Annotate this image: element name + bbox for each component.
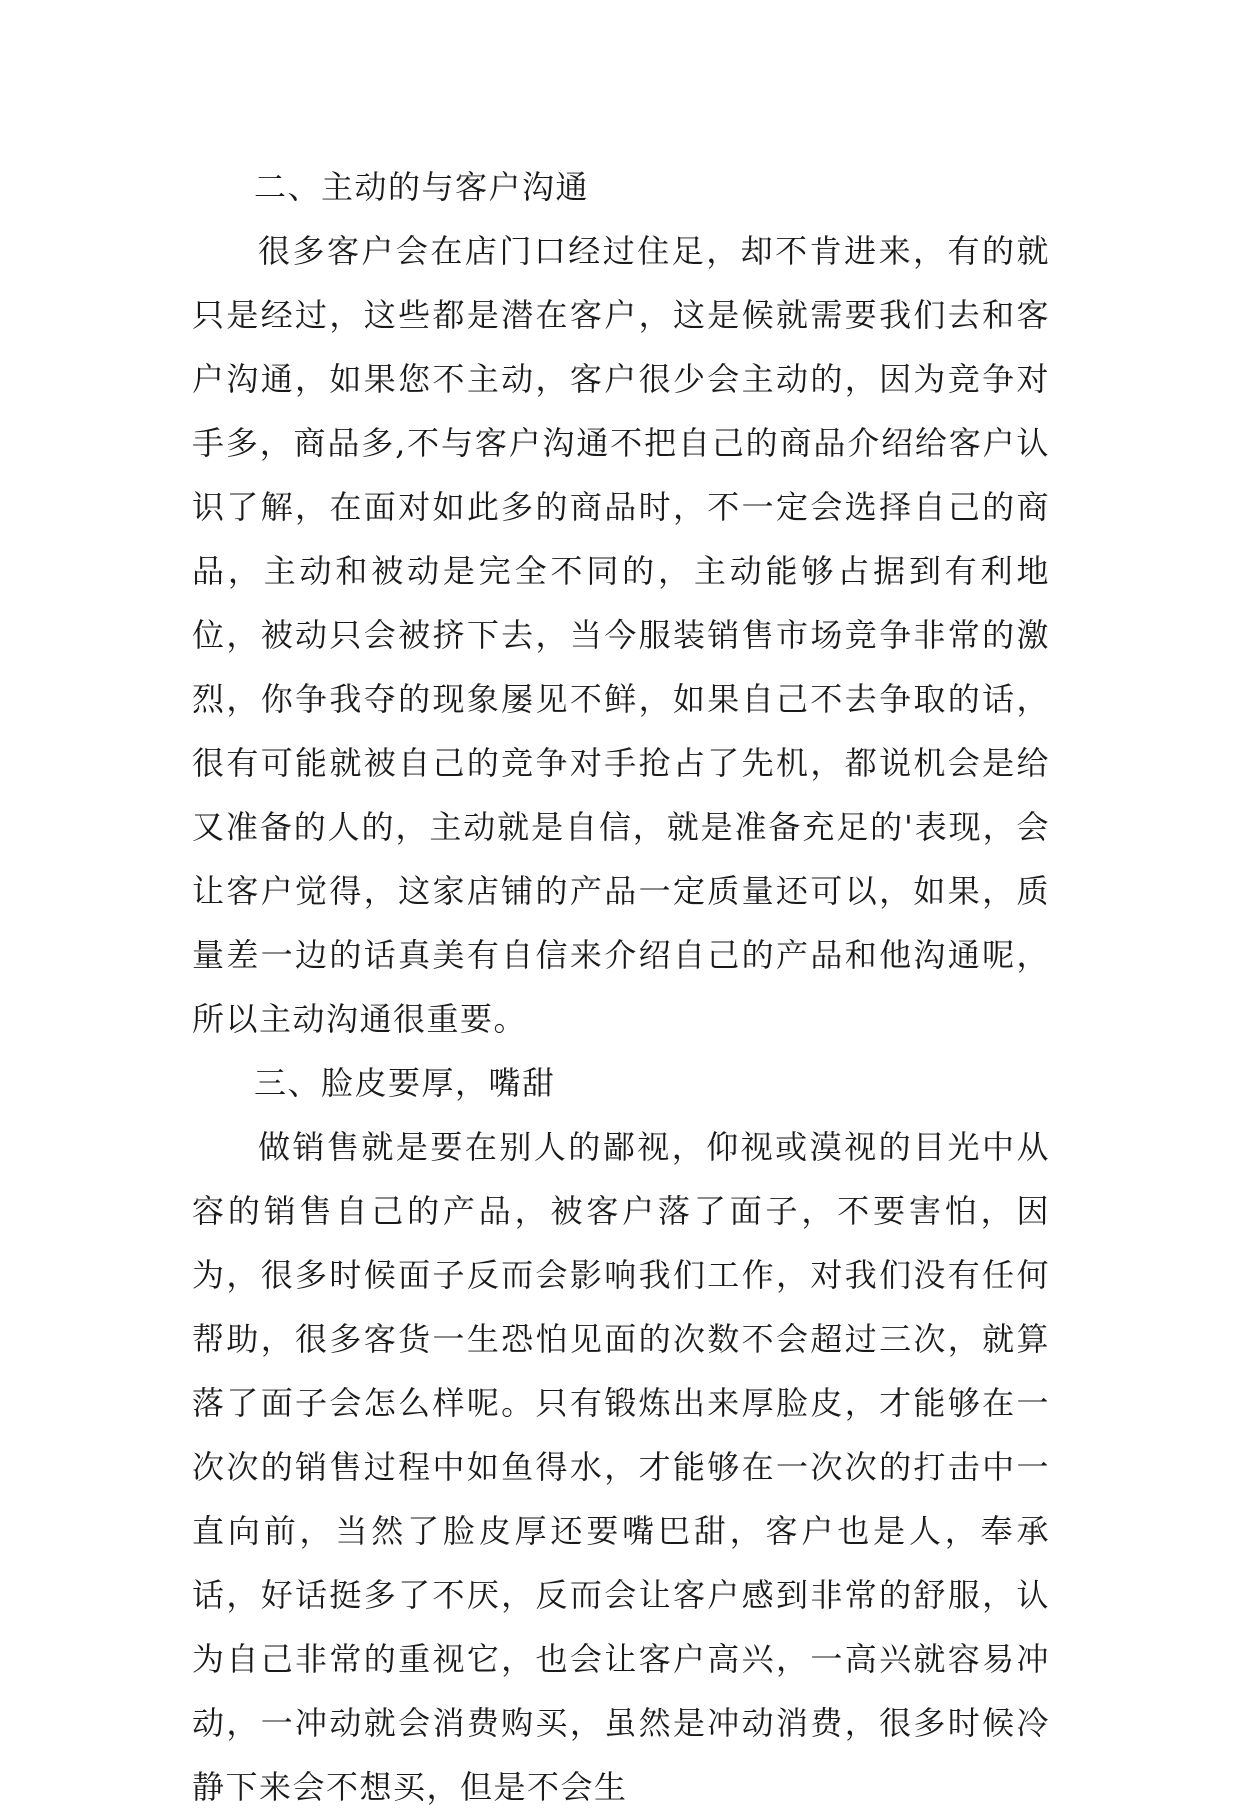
paragraph: 很多客户会在店门口经过住足，却不肯进来，有的就只是经过，这些都是潜在客户，这是候就需要我们去和客户沟通，如果您不主动，客户很少会主动的，因为竞争对手多，商品多,不与客户沟通不把自己的商品介绍给客户认识了解，在面对如此多的商品时，不一定会选择自己的商品，主动和被动是完全不同的，主动能够占据到有利地位，被动只会被挤下去，当今服装销售市场竞争非常的激烈，你争我夺的现象屡见不鲜，如果自己不去争取的话，很有可能就被自己的竞争对手抢占了先机，都说机会是给又准备的人的，主动就是自信，就是准备充足的'表现，会让客户觉得，这家店铺的产品一定质量还可以，如果，质量差一边的话真美有自信来介绍自己的产品和他沟通呢，所以主动沟通很重要。 [192, 232, 1050, 1038]
section-heading: 二、主动的与客户沟通 [254, 168, 590, 206]
section-heading: 三、脸皮要厚，嘴甜 [254, 1064, 556, 1102]
document-body [192, 155, 1050, 1819]
paragraph: 做销售就是要在别人的鄙视，仰视或漠视的目光中从容的销售自己的产品，被客户落了面子，不要害怕，因为，很多时候面子反而会影响我们工作，对我们没有任何帮助，很多客货一生恐怕见面的次数不会超过三次，就算落了面子会怎么样呢。只有锻炼出来厚脸皮，才能够在一次次的销售过程中如鱼得水，才能够在一次次的打击中一直向前，当然了脸皮厚还要嘴巴甜，客户也是人，奉承话，好话挺多了不厌，反而会让客户感到非常的舒服，认为自己非常的重视它，也会让客户高兴，一高兴就容易冲动，一冲动就会消费购买，虽然是冲动消费，很多时候冷静下来会不想买，但是不会生 [192, 1128, 1050, 1806]
